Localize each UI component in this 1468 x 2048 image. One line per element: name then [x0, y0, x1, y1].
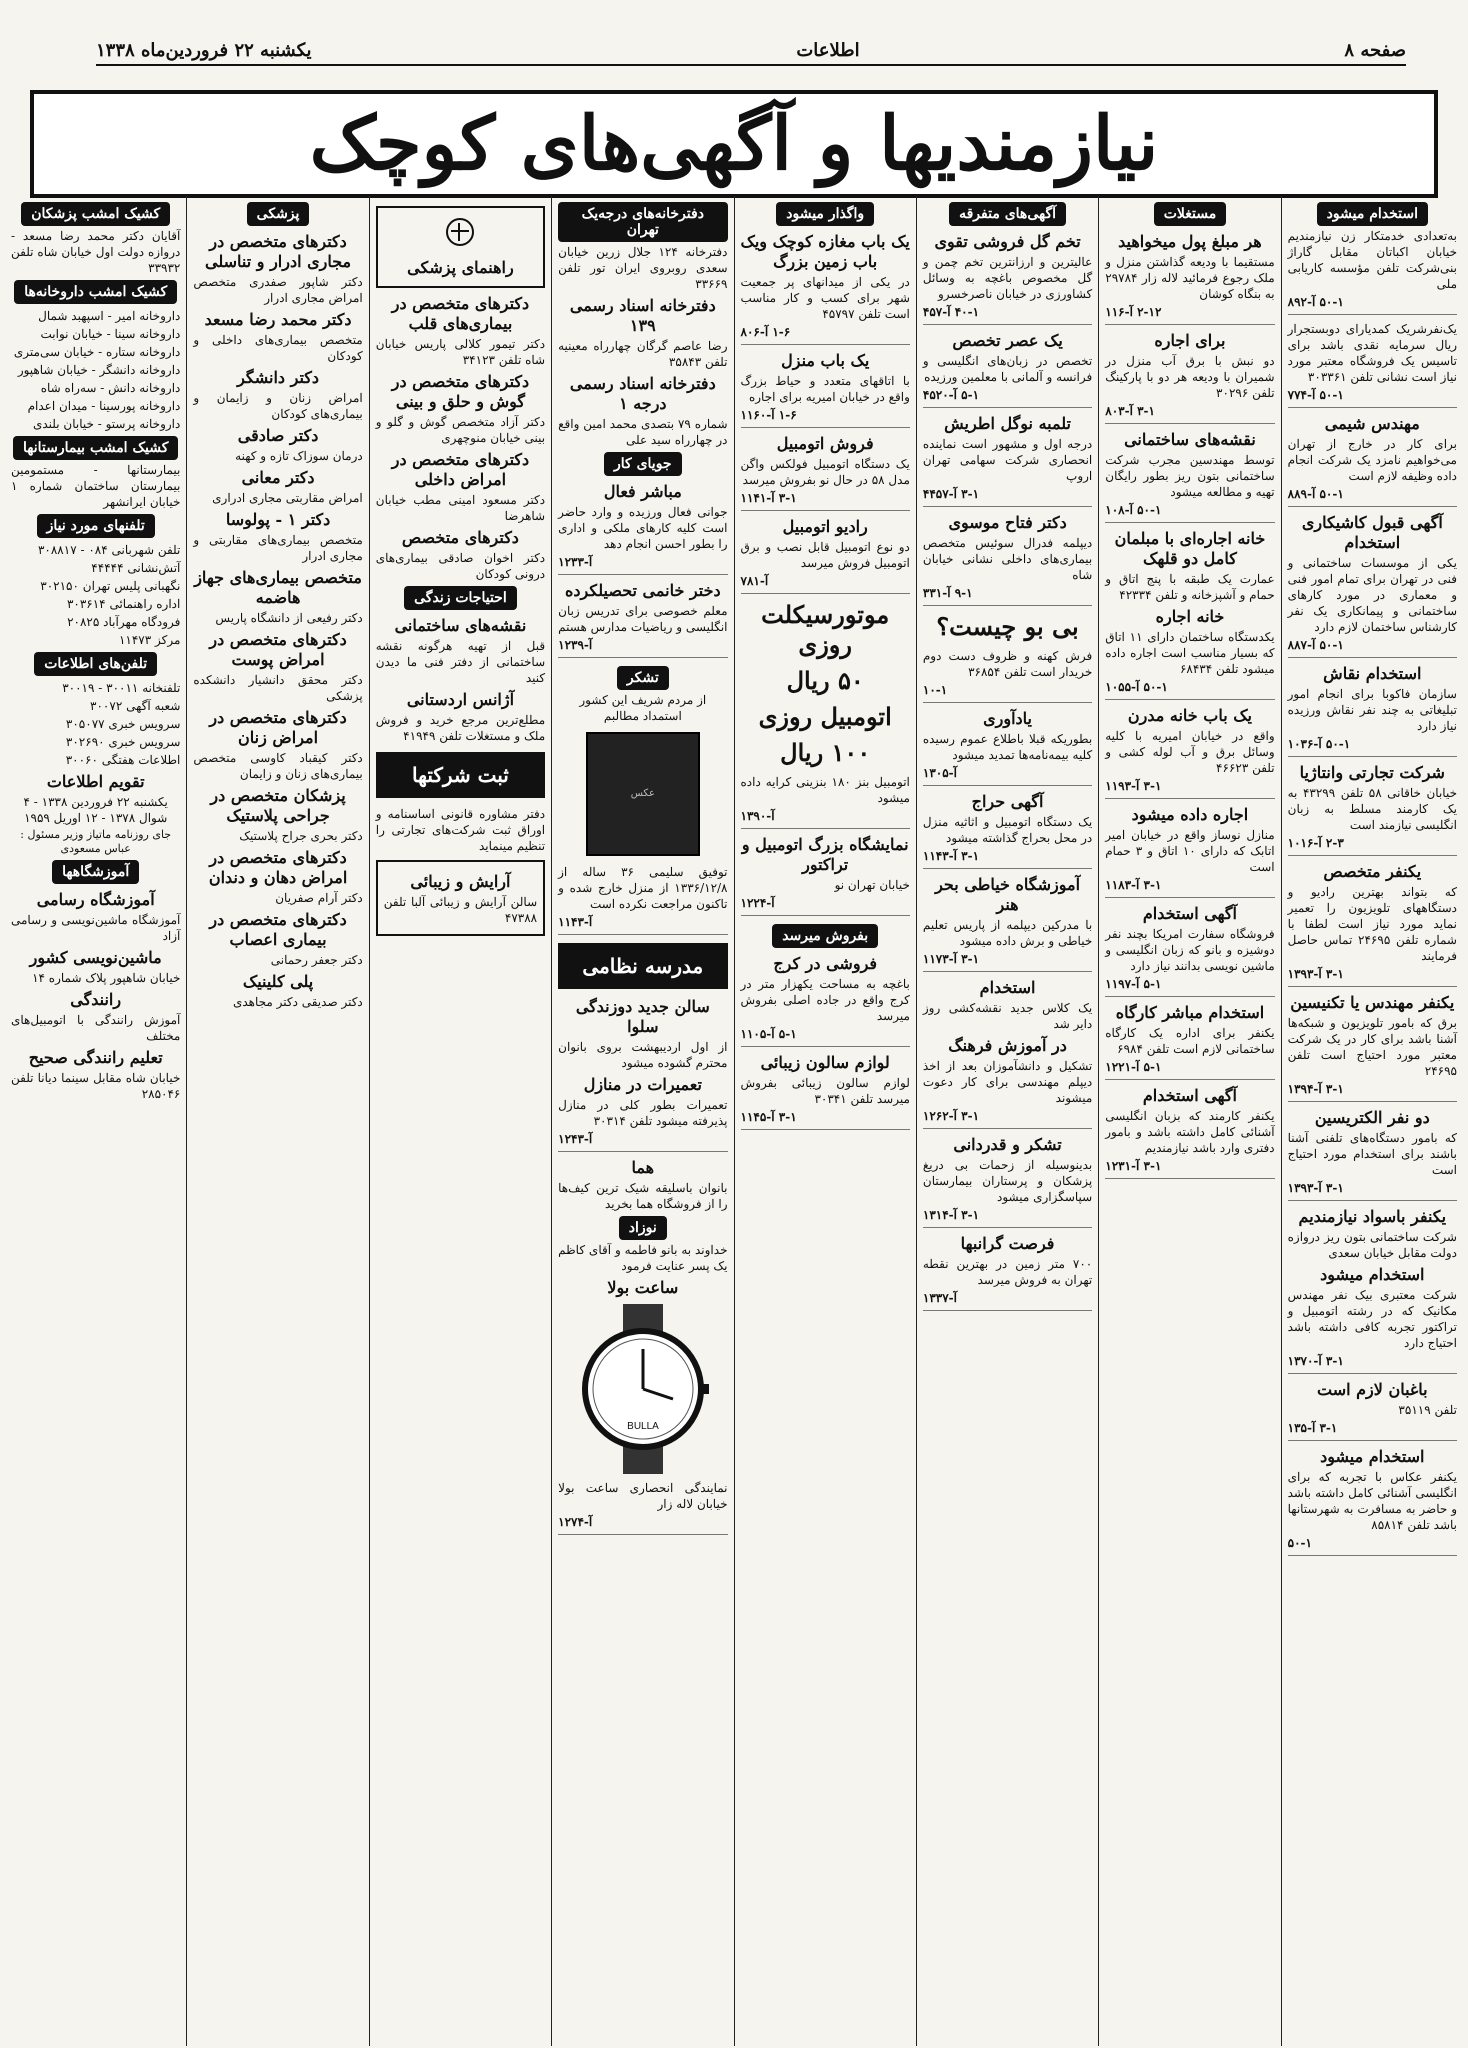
- ad-text: دکتر جعفر رحمانی: [270, 953, 363, 967]
- list-item: نگهبانی پلیس تهران ۳۰۲۱۵۰: [40, 579, 181, 593]
- ad-text: جای روزنامه ماتیاز وزیر مسئول : عباس مسعودی: [20, 828, 172, 855]
- ad-text: عالیترین و ارزانترین تخم چمن و گل مخصوص باغچه به وسائل کشاورزی در خیابان ناصرخسرو: [922, 255, 1093, 301]
- column-2: [1098, 196, 1280, 2046]
- section-label: آموزشگاهها: [52, 860, 139, 884]
- ad-title: آژانس اردستانی: [406, 690, 515, 709]
- ad-text: بطوریکه قبلا باطلاع عموم رسیده کلیه بیمه‌نامه‌ها تمدید میشود: [922, 732, 1093, 762]
- ad-title: یک باب خانه مدرن: [1127, 706, 1252, 725]
- ad-title: بی بو چیست؟: [936, 612, 1079, 641]
- ad-text: یک‌نفرشریک کمدیارای دوبستجرار ریال سرمایه نقدی باشد برای تاسیس یک فروشگاه معتبر مورد نیاز است نشانی تلفن ۳۰۳۳۶۱: [1287, 322, 1457, 384]
- ad-title: خانه اجاره: [1155, 607, 1225, 626]
- ad-text: دکتر صدیقی دکتر مجاهدی: [232, 995, 363, 1009]
- ad-text: جوانی فعال ورزیده و وارد حاضر است کلیه کار‌های ملکی و اداری را بطور احسن انجام دهد: [558, 505, 728, 551]
- list-item: داروخانه امیر - اسپهبد شمال: [38, 309, 181, 323]
- ad-code: ۳-۱ آ-۱۱۴۱: [741, 490, 910, 511]
- ad-title: دکتر دانشگر: [237, 368, 320, 387]
- ad-title: نقشه‌های ساختمانی: [1124, 430, 1256, 449]
- ad-title: آگهی قبول کاشیکاری استخدام: [1301, 513, 1443, 552]
- ad-title: دکتر معانی: [241, 468, 315, 487]
- ad-code: ۳-۱ آ-۱۱۷۳: [923, 951, 1092, 972]
- ad-text: تخصص در زبان‌های انگلیسی و فرانسه و آلمانی با معلمین ورزیده: [922, 354, 1093, 384]
- ad-title: نقشه‌های ساختمانی: [394, 616, 527, 635]
- ad-text: دو نبش با برق آب منزل در شمیران با ودیعه هر دو با پارکینگ تلفن ۳۰۲۹۶: [1105, 354, 1275, 400]
- ad-text: در یکی از میدانهای پر جمعیت شهر برای کسب و کار مناسب است تلفن ۴۵۷۹۷: [740, 275, 910, 321]
- ad-text: خیابان شاهپور پلاک شماره ۱۴: [32, 971, 181, 985]
- section-label: کشیک امشب بیمارستانها: [13, 436, 178, 460]
- ad-text: دکتر مسعود امینی مطب خیابان شاهرضا: [375, 493, 546, 523]
- ad-title: پزشکان متخصص در جراحی پلاستیک: [210, 786, 346, 825]
- ad-text: دکتر آزاد متخصص گوش و گلو و بینی خیابان منوچهری: [375, 415, 546, 445]
- ad-code: ۵-۱ آ-۱۱۰۵: [741, 1026, 910, 1047]
- ad-text: دکتر بحری جراح پلاستیک: [239, 829, 363, 843]
- ad-title: رادیو اتومبیل: [782, 517, 868, 536]
- ad-code: ۵۰-۱ آ-۱۰۳۶: [1288, 736, 1457, 757]
- ad-text: یک دستگاه اتومبیل فولکس واگن مدل ۵۸ در حال نو بفروش میرسد: [740, 457, 910, 487]
- list-item: داروخانه پرستو - خیابان بلندی: [32, 417, 181, 431]
- ad-code: ۳-۱ آ-۱۲۳۱: [1105, 1158, 1274, 1179]
- section-label: احتیاجات زندگی: [404, 586, 517, 610]
- ad-code: ۳-۱ آ-۱۱۴۵: [741, 1109, 910, 1130]
- ad-title: متخصص بیماری‌های جهاز هاضمه: [194, 568, 362, 607]
- ad-title: تشکر و قدردانی: [953, 1135, 1062, 1154]
- ad-title: استخدام میشود: [1320, 1447, 1425, 1466]
- column-4: [734, 196, 916, 2046]
- ad-text: خداوند به بانو فاطمه و آقای کاظم یک پسر عنایت فرمود: [558, 1243, 728, 1273]
- ad-title: یک باب مغازه کوچک ویک باب زمین بزرگ: [740, 232, 910, 271]
- banner-title: نیازمندیها و آگهی‌های کوچک: [309, 101, 1159, 187]
- ad-title: مهندس شیمی: [1324, 414, 1420, 433]
- column-7: [186, 196, 368, 2046]
- ad-code: آ-۷۸۱: [741, 573, 910, 594]
- ad-code: ۳-۱ آ-۱۱۴۳: [923, 848, 1092, 869]
- ad-text: اتومبیل بنز ۱۸۰ بنزینی کرایه داده میشود: [740, 775, 910, 805]
- ad-text: درمان سوزاک تازه و کهنه: [235, 449, 363, 463]
- ad-title: دکترهای متخصص در امراض داخلی: [391, 450, 530, 489]
- ad-code: ۵۰-۱ آ-۱۰۵۵: [1105, 679, 1274, 700]
- ad-text: آقایان دکتر محمد رضا مسعد - دروازه دولت اول خیابان شاه تلفن ۳۳۹۳۲: [11, 229, 181, 275]
- school-logo-box: [558, 943, 727, 989]
- ad-title: اجاره داده میشود: [1131, 805, 1249, 824]
- ad-code: ۵-۱ آ-۱۲۲۱: [1105, 1059, 1274, 1080]
- ad-title: نمایشگاه بزرگ اتومبیل و تراکتور: [741, 835, 909, 874]
- section-label: دفترخانه‌های درجه‌یک تهران: [558, 202, 727, 242]
- ad-code: آ-۱۳۹۰: [741, 808, 910, 829]
- ad-code: ۵۰-۱ آ-۷۷۴: [1288, 387, 1457, 408]
- section-label: تلفن‌های اطلاعات: [34, 652, 157, 676]
- ad-text: نمایندگی انحصاری ساعت بولا خیابان لاله زار: [558, 1481, 728, 1511]
- ad-text: اتومبیل روزی: [758, 702, 892, 731]
- section-label: بفروش میرسد: [772, 924, 878, 948]
- list-item: شعبه آگهی ۳۰۰۷۲: [90, 699, 181, 713]
- list-item: تلفن شهربانی ۰۸۴ - ۳۰۸۸۱۷: [37, 543, 181, 557]
- ad-text: بدینوسیله از زحمات بی دریغ پزشکان و پرستاران بیمارستان سپاسگزاری میشود: [922, 1158, 1093, 1204]
- ad-title: دفترخانه اسناد رسمی ۱۳۹: [569, 296, 716, 335]
- ad-code: آ-۱۲۳۳: [558, 554, 727, 575]
- section-label: تلفنهای مورد نیاز: [37, 514, 155, 538]
- ad-code: ۱-۶ آ-۸۰۶: [741, 324, 910, 345]
- ad-text: مستقیما با ودیعه گذاشتن منزل و ملک رجوع فرمائید لاله زار ۲۹۷۸۴ به بنگاه کوشان: [1105, 255, 1275, 301]
- ad-title: پلی کلینیک: [242, 972, 314, 991]
- ad-title: دو نفر الکتریسین: [1314, 1108, 1430, 1127]
- ad-text: با مدرکین دیپلمه از پاریس تعلیم خیاطی و برش داده میشود: [922, 918, 1093, 948]
- ad-text: دفتر مشاوره قانونی اساسنامه و اوراق ثبت شرکت‌های تجارتی را تنظیم مینماید: [375, 807, 546, 853]
- ad-text: برق که بامور تلویزیون و شبکه‌ها آشنا باشد برای کار در یک شرکت معتبر مورد احتیاج است تلفن ۲۴۶۹۵: [1287, 1016, 1457, 1078]
- ad-code: آ-۱۲۲۴: [741, 895, 910, 916]
- calendar-text: یکشنبه ۲۲ فروردین ۱۳۳۸ - ۴ شوال ۱۳۷۸ - ۱۲ اوریل ۱۹۵۹: [23, 795, 168, 825]
- ad-title: آرایش و زیبائی: [410, 872, 511, 891]
- ad-title: دکترهای متخصص: [401, 528, 519, 547]
- list-item: اداره راهنمائی ۳۰۳۶۱۴: [66, 597, 181, 611]
- ad-title: خانه اجاره‌ای با مبلمان کامل دو قلهک: [1114, 529, 1266, 568]
- ad-text: ۷۰۰ متر زمین در بهترین نقطه تهران به فروش میرسد: [922, 1257, 1093, 1287]
- ad-title: در آموزش فرهنگ: [948, 1036, 1067, 1055]
- section-title: راهنمای پزشکی: [407, 258, 514, 277]
- ad-title: دکترهای متخصص در مجاری ادرار و تناسلی: [205, 232, 352, 271]
- ad-code: ۳-۱ آ-۱۳۷۰: [1288, 1353, 1457, 1374]
- ad-text: دکتر محقق دانشیار دانشکده پزشکی: [193, 673, 363, 703]
- ad-text: از اول اردیبهشت بروی بانوان محترم گشوده میشود: [558, 1040, 728, 1070]
- columns-container: [5, 196, 1463, 2046]
- ad-text: یکی از موسسات ساختمانی و فنی در تهران برای تمام امور فنی و معماری در مورد کارهای ساختمانی و پیمانکاری یک نفر کارشناس ساختمان لازم دارد: [1287, 556, 1457, 634]
- ad-title: تخم گل فروشی تقوی: [934, 232, 1081, 251]
- ad-text: تشکیل و دانشآموزان بعد از اخذ دیپلم مهندسی برای کار دعوت میشوند: [922, 1059, 1093, 1105]
- watch-brand: BULLA: [626, 1421, 659, 1432]
- ad-title: آموزشگاه خیاطی بحر هنر: [935, 875, 1081, 914]
- ad-code: ۳-۱ آ-۱۳۹۳: [1288, 966, 1457, 987]
- ad-text: قبل از تهیه هرگونه نقشه ساختمانی از دفتر فنی ما دیدن کنید: [375, 639, 546, 685]
- ad-title: دکتر فتاح موسوی: [948, 513, 1067, 532]
- ad-code: ۳-۱ آ-۸۰۳: [1105, 403, 1274, 424]
- list-item: داروخانه ستاره - خیابان سی‌متری: [13, 345, 181, 359]
- section-label: کشیک امشب داروخانه‌ها: [14, 280, 177, 304]
- ad-text: از مردم شریف این کشور استمداد مطالبم: [579, 693, 707, 723]
- ad-title: دکترهای متخصص در امراض پوست: [209, 630, 347, 669]
- ad-text: دکتر شاپور صفدری متخصص امراض مجاری ادرار: [193, 275, 363, 305]
- company-registration-logo: [376, 752, 545, 798]
- section-label: کشیک امشب پزشکان: [21, 202, 170, 226]
- column-8: [5, 196, 186, 2046]
- ad-title: تعمیرات در منازل: [583, 1075, 702, 1094]
- ad-text: رضا عاصم گرگان چهارراه معینیه تلفن ۳۵۸۴۳: [558, 339, 728, 369]
- ad-title: برای اجاره: [1154, 331, 1226, 350]
- list-item: داروخانه دانش - سه‌راه شاه: [40, 381, 181, 395]
- ad-code: ۴۰-۱ آ-۴۵۷: [923, 304, 1092, 325]
- ad-text: خیابان شاه مقابل سینما دیانا تلفن ۲۸۵۰۴۶: [11, 1071, 181, 1101]
- ad-text: فروشگاه سفارت امریکا بچند نفر دوشیزه و بانو که زبان انگلیسی و ماشین نویسی بدانند نیاز دارد: [1105, 927, 1275, 973]
- list-item: اطلاعات هفتگی ۳۰۰۶۰: [65, 753, 181, 767]
- ad-text: امراض زنان و زایمان و بیماری‌های کودکان: [193, 391, 363, 421]
- ad-code: ۱-۶ آ-۱۱۶۰: [741, 407, 910, 428]
- ad-title: دفترخانه اسناد رسمی درجه ۱: [569, 374, 716, 413]
- ad-text: معلم خصوصی برای تدریس زبان انگلیسی و ریاضیات مدارس هستم: [558, 604, 728, 634]
- ad-title: یکنفر مهندس یا تکنیسین: [1290, 993, 1455, 1012]
- ad-title: لوازم سالون زیبائی: [760, 1053, 890, 1072]
- ad-title: دکترهای متخصص در گوش و حلق و بینی: [391, 372, 530, 411]
- price-large: ۱۰۰ ریال: [780, 738, 871, 767]
- section-label: نوزاد: [619, 1216, 667, 1240]
- ad-text: دو نوع اتومبیل قابل نصب و برق اتومبیل فروش میرسد: [740, 540, 910, 570]
- ad-text: با اتاقهای متعدد و حیاط بزرگ واقع در خیابان امیریه برای اجاره: [740, 374, 910, 404]
- ad-text: مطلع‌ترین مرجع خرید و فروش ملک و مستغلات تلفن ۴۱۹۴۹: [375, 713, 546, 743]
- page-header: [96, 36, 1406, 66]
- ad-text: یکنفر برای اداره یک کارگاه ساختمانی لازم است تلفن ۶۹۸۴: [1105, 1026, 1275, 1056]
- ad-title: رانندگی: [70, 990, 122, 1009]
- ad-title: شرکت تجارتی وانتاژیا: [1299, 763, 1445, 782]
- ad-text: تعمیرات بطور کلی در منازل پذیرفته میشود تلفن ۳۰۳۱۴: [558, 1098, 728, 1128]
- section-label: استخدام میشود: [1317, 202, 1428, 226]
- ad-code: ۳-۱ آ-۱۳۵: [1288, 1420, 1457, 1441]
- ad-code: ۵۰-۱ آ-۱۰۸: [1105, 502, 1274, 523]
- ad-text: شرکت ساختمانی بتون ریز دروازه دولت مقابل خیابان سعدی: [1287, 1230, 1457, 1260]
- ad-text: یکدستگاه ساختمان دارای ۱۱ اتاق که بسیار مناسب است اجاره داده میشود تلفن ۶۸۴۳۴: [1105, 630, 1275, 676]
- photo-caption: عکس: [630, 788, 655, 799]
- ad-text: سازمان فاکوبا برای انجام امور تبلیغاتی به چند نفر نقاش ورزیده نیاز دارد: [1287, 687, 1457, 733]
- ad-text: دیپلمه فدرال سوئیس متخصص بیماری‌های داخلی نشانی خیابان شاه: [922, 536, 1093, 582]
- ad-text: یک دستگاه اتومبیل و اثاثیه منزل در محل بحراج گذاشته میشود: [922, 815, 1093, 845]
- ad-title: آموزشگاه رسامی: [36, 890, 155, 909]
- issue-date: یکشنبه ۲۲ فروردین‌ماه ۱۳۳۸: [96, 39, 312, 61]
- ad-text: که بتواند بهترین رادیو و دستگاههای تلویزیون را تعمیر نماید مورد نیاز است لطفا با شماره تلفن ۲۴۶۹۵ تماس حاصل فرمایند: [1287, 885, 1457, 963]
- list-item: تلفنخانه ۳۰۰۱۱ - ۳۰۰۱۹: [62, 681, 181, 695]
- ad-title: سالن جدید دوزندگی سلوا: [575, 997, 710, 1036]
- ad-title: ساعت بولا: [607, 1278, 679, 1297]
- ad-text: فرش کهنه و ظروف دست دوم خریدار است تلفن ۳۶۸۵۴: [922, 649, 1093, 679]
- publisher-name: اطلاعات: [796, 39, 860, 61]
- ad-code: ۳-۱ آ-۱۱۹۳: [1105, 778, 1274, 799]
- ad-text: یک کلاس جدید نقشه‌کشی روز دایر شد: [922, 1001, 1093, 1031]
- ad-code: ۳-۱ آ-۱۲۶۲: [923, 1108, 1092, 1129]
- ad-code: ۵۰-۱ آ-۸۹۲: [1288, 294, 1457, 315]
- ad-title: استخدام: [979, 978, 1036, 997]
- ad-title: باغبان لازم است: [1317, 1380, 1428, 1399]
- ad-title: هر مبلغ پول میخواهید: [1118, 232, 1262, 251]
- ad-text: امراض مقاربتی مجاری ادراری: [212, 491, 363, 505]
- ad-title: دکتر صادقی: [237, 426, 319, 445]
- ad-code: ۵۰-۱ آ-۸۸۹: [1288, 486, 1457, 507]
- beauty-salon-ad: [376, 860, 545, 936]
- ad-text: یکنفر عکاس با تجربه که برای انگلیسی آشنائی کامل داشته باشد و حاضر به مسافرت به شهرستانها باشد تلفن ۸۵۸۱۴: [1287, 1470, 1457, 1532]
- ad-text: توفیق سلیمی ۳۶ ساله از ۱۳۳۶/۱۲/۸ از منزل خارج شده و تاکنون مراجعت نکرده است: [558, 865, 728, 911]
- list-item: داروخانه دانشگر - خیابان شاهپور: [17, 363, 181, 377]
- ad-text: لوازم سالون زیبائی بفروش میرسد تلفن ۳۰۳۴۱: [740, 1076, 910, 1106]
- ad-text: متخصص بیماری‌های مقاربتی و مجاری ادرار: [193, 533, 363, 563]
- ad-text: عمارت یک طبقه با پنج اتاق و حمام و آشپزخانه و تلفن ۴۲۳۳۴: [1105, 572, 1275, 602]
- ad-text: دکتر کیقباد کاوسی متخصص بیماری‌های زنان و زایمان: [193, 751, 363, 781]
- ad-code: ۹-۱ آ-۳۳۱: [923, 585, 1092, 606]
- ad-text: دکتر تیمور کلالی پاریس خیابان شاه تلفن ۳۴۱۲۳: [375, 337, 546, 367]
- ad-title: یکنفر باسواد نیازمندیم: [1298, 1207, 1447, 1226]
- ad-text: درجه اول و مشهور است نماینده انحصاری شرکت سهامی تهران اروپ: [922, 437, 1093, 483]
- ad-title: دکترهای متخصص در امراض دهان و دندان: [208, 848, 348, 887]
- ad-text: بانوان باسلیقه شیک ترین کیف‌ها را از فروشگاه هما بخرید: [558, 1181, 728, 1211]
- ad-title: دکترهای متخصص در بیماری اعصاب: [209, 910, 347, 949]
- ad-title: موتورسیکلت روزی: [761, 600, 890, 659]
- ad-text: خیابان تهران نو: [834, 878, 910, 892]
- ad-code: ۲-۱۲ آ-۱۱۶: [1105, 304, 1274, 325]
- ad-text: آموزشگاه ماشین‌نویسی و رسامی آزاد: [11, 913, 181, 943]
- ad-code: ۳-۱ آ-۴۴۵۷: [923, 486, 1092, 507]
- ad-title: فروشی در کرج: [773, 954, 878, 973]
- ad-text: سالن آرایش و زیبائی آلبا تلفن ۴۷۳۸۸: [383, 895, 538, 925]
- ad-title: یکنفر متخصص: [1323, 862, 1422, 881]
- ad-title: دکترهای متخصص در بیماری‌های قلب: [391, 294, 530, 333]
- ad-text: شماره ۷۹ بتصدی محمد امین واقع در چهارراه سید علی: [558, 417, 728, 447]
- ad-text: دکتر رفیعی از دانشگاه پاریس: [215, 611, 363, 625]
- logo-text: مدرسه نظامی: [582, 954, 704, 978]
- page-number: صفحه ۸: [1344, 39, 1406, 61]
- ad-text: دکتر آرام صفریان: [275, 891, 363, 905]
- ad-title: هما: [631, 1158, 655, 1177]
- watch-icon: [568, 1304, 718, 1474]
- section-label: پزشکی: [247, 202, 310, 226]
- ad-title: استخدام نقاش: [1323, 664, 1422, 683]
- ad-text: توسط مهندسین مجرب شرکت ساختمانی بتون ریز بطور رایگان تهیه و مطالعه میشود: [1105, 453, 1275, 499]
- ad-code: ۲-۳ آ-۱۰۱۶: [1288, 835, 1457, 856]
- ad-text: متخصص بیماری‌های داخلی و کودکان: [193, 333, 363, 363]
- ad-title: آگهی حراج: [971, 792, 1044, 811]
- ad-code: آ-۱۳۰۵: [923, 765, 1092, 786]
- list-item: داروخانه پورسینا - میدان اعدام: [27, 399, 181, 413]
- ad-title: ماشین‌نویسی کشور: [29, 948, 162, 967]
- ad-title: مباشر فعال: [603, 482, 682, 501]
- ad-title: فروش اتومبیل: [776, 434, 874, 453]
- ad-code: ۳-۱ آ-۱۳۹۴: [1288, 1081, 1457, 1102]
- ad-code: آ-۱۲۷۴: [558, 1514, 727, 1535]
- ad-text: آموزش رانندگی با اتومبیل‌های مختلف: [11, 1013, 181, 1043]
- classifieds-banner: [30, 90, 1438, 198]
- ad-code: ۳-۱ آ-۱۱۸۳: [1105, 877, 1274, 898]
- ad-title: فرصت گرانبها: [960, 1234, 1055, 1253]
- ad-title: آگهی استخدام: [1142, 904, 1237, 923]
- ad-code: ۳-۱ آ-۱۳۹۳: [1288, 1180, 1457, 1201]
- price-large: ۵۰ ریال: [786, 666, 864, 695]
- list-item: سرویس خبری ۳۰۲۶۹۰: [65, 735, 181, 749]
- section-label: تشکر: [617, 666, 669, 690]
- ad-text: بیمارستانها - مستمومین بیمارستان ساختمان شماره ۱ خیابان ایرانشهر: [11, 463, 181, 509]
- ad-text: شرکت معتبری بیک نفر مهندس مکانیک که در رشته اتومبیل و تراکتور تجربه کافی داشته باشد احتیاج دارد: [1287, 1288, 1457, 1350]
- list-item: فرودگاه مهرآباد ۲۰۸۲۵: [67, 615, 181, 629]
- ad-text: منازل نوساز واقع در خیابان امیر اتابک که دارای ۱۰ اتاق و ۳ حمام است: [1105, 828, 1275, 874]
- list-item: مرکز ۱۱۴۷۳: [118, 633, 181, 647]
- ad-text: دکتر اخوان صادقی بیماری‌های درونی کودکان: [375, 551, 546, 581]
- column-5: [551, 196, 733, 2046]
- ad-title: یادآوری: [983, 709, 1032, 728]
- section-label: جویای کار: [604, 452, 682, 476]
- ad-title: استخدام میشود: [1320, 1265, 1425, 1284]
- ad-code: ۳-۱ آ-۱۳۱۴: [923, 1207, 1092, 1228]
- list-item: سرویس خبری ۳۰۵۰۷۷: [65, 717, 181, 731]
- list-item: آتش‌نشانی ۴۴۴۴۴: [91, 561, 181, 575]
- ad-text: واقع در خیابان امیریه با کلیه وسائل برق و آب لوله کشی و تلفن ۴۶۶۲۳: [1105, 729, 1275, 775]
- ad-code: آ-۱۲۳۹: [558, 637, 727, 658]
- ad-text: باغچه به مساحت یکهزار متر در کرج واقع در جاده اصلی بفروش میرسد: [740, 977, 910, 1023]
- medical-guide-header: [376, 206, 545, 288]
- column-3: [916, 196, 1098, 2046]
- ad-text: که بامور دستگاه‌های تلفنی آشنا باشند برای استخدام مورد احتیاج است: [1287, 1131, 1457, 1177]
- section-label: واگذار میشود: [776, 202, 874, 226]
- logo-text: ثبت شرکتها: [412, 763, 509, 787]
- ad-title: دختر خانمی تحصیلکرده: [565, 581, 721, 600]
- ad-title: تلمبه نوگل اطریش: [944, 414, 1071, 433]
- ad-title: یک باب منزل: [781, 351, 870, 370]
- ad-title: تقویم اطلاعات: [46, 772, 145, 791]
- ad-code: آ-۱۳۳۷: [923, 1290, 1092, 1311]
- column-6: [369, 196, 551, 2046]
- ad-text: به‌تعدادی خدمتکار زن نیازمندیم خیابان اکباتان مقابل گاراژ بنی‌شرکت تلفن مؤسسه کاریابی ملی: [1287, 229, 1457, 291]
- ad-title: یک عصر تخصص: [952, 331, 1063, 350]
- ad-text: تلفن ۳۵۱۱۹: [1398, 1403, 1457, 1417]
- ad-title: آگهی استخدام: [1142, 1086, 1237, 1105]
- ad-text: برای کار در خارج از تهران می‌خواهیم نامزد یک شرکت انجام داده وظیفه لازم است: [1287, 437, 1457, 483]
- ad-title: دکتر محمد رضا مسعد: [204, 310, 352, 329]
- ad-title: استخدام مباشر کارگاه: [1115, 1003, 1265, 1022]
- column-1: [1281, 196, 1463, 2046]
- ad-code: ۵۰-۱ آ-۸۸۷: [1288, 637, 1457, 658]
- ad-code: ۵-۱ آ-۱۱۹۷: [1105, 976, 1274, 997]
- ad-code: ۵۰-۱: [1288, 1535, 1457, 1556]
- portrait-photo: [586, 732, 700, 856]
- ad-title: دکتر ۱ - پولوسا: [225, 510, 331, 529]
- ad-code: آ-۱۲۴۳: [558, 1131, 727, 1152]
- ad-text: دفترخانه ۱۲۴ جلال زرین خیابان سعدی روبروی ایران تور تلفن ۳۳۶۶۹: [558, 245, 728, 291]
- ad-text: یکنفر کارمند که بزبان انگلیسی آشنائی کامل داشته باشد و بامور دفتری وارد باشد نیازمندیم: [1105, 1109, 1275, 1155]
- ad-code: آ-۱۱۴۳: [558, 914, 727, 935]
- list-item: داروخانه سینا - خیابان نوابت: [40, 327, 181, 341]
- ad-text: خیابان خاقانی ۵۸ تلفن ۴۳۲۹۹ به یک کارمند مسلط به زبان انگلیسی نیازمند است: [1287, 786, 1458, 832]
- section-label: آگهی‌های متفرقه: [949, 202, 1066, 226]
- section-label: مستغلات: [1154, 202, 1227, 226]
- ad-code: ۱۰-۱: [923, 682, 1092, 703]
- ad-title: تعلیم رانندگی صحیح: [28, 1048, 163, 1067]
- ad-title: دکترهای متخصص در امراض زنان: [209, 708, 347, 747]
- medical-cross-icon: [446, 218, 474, 246]
- ad-code: ۵-۱ آ-۴۵۲۰: [923, 387, 1092, 408]
